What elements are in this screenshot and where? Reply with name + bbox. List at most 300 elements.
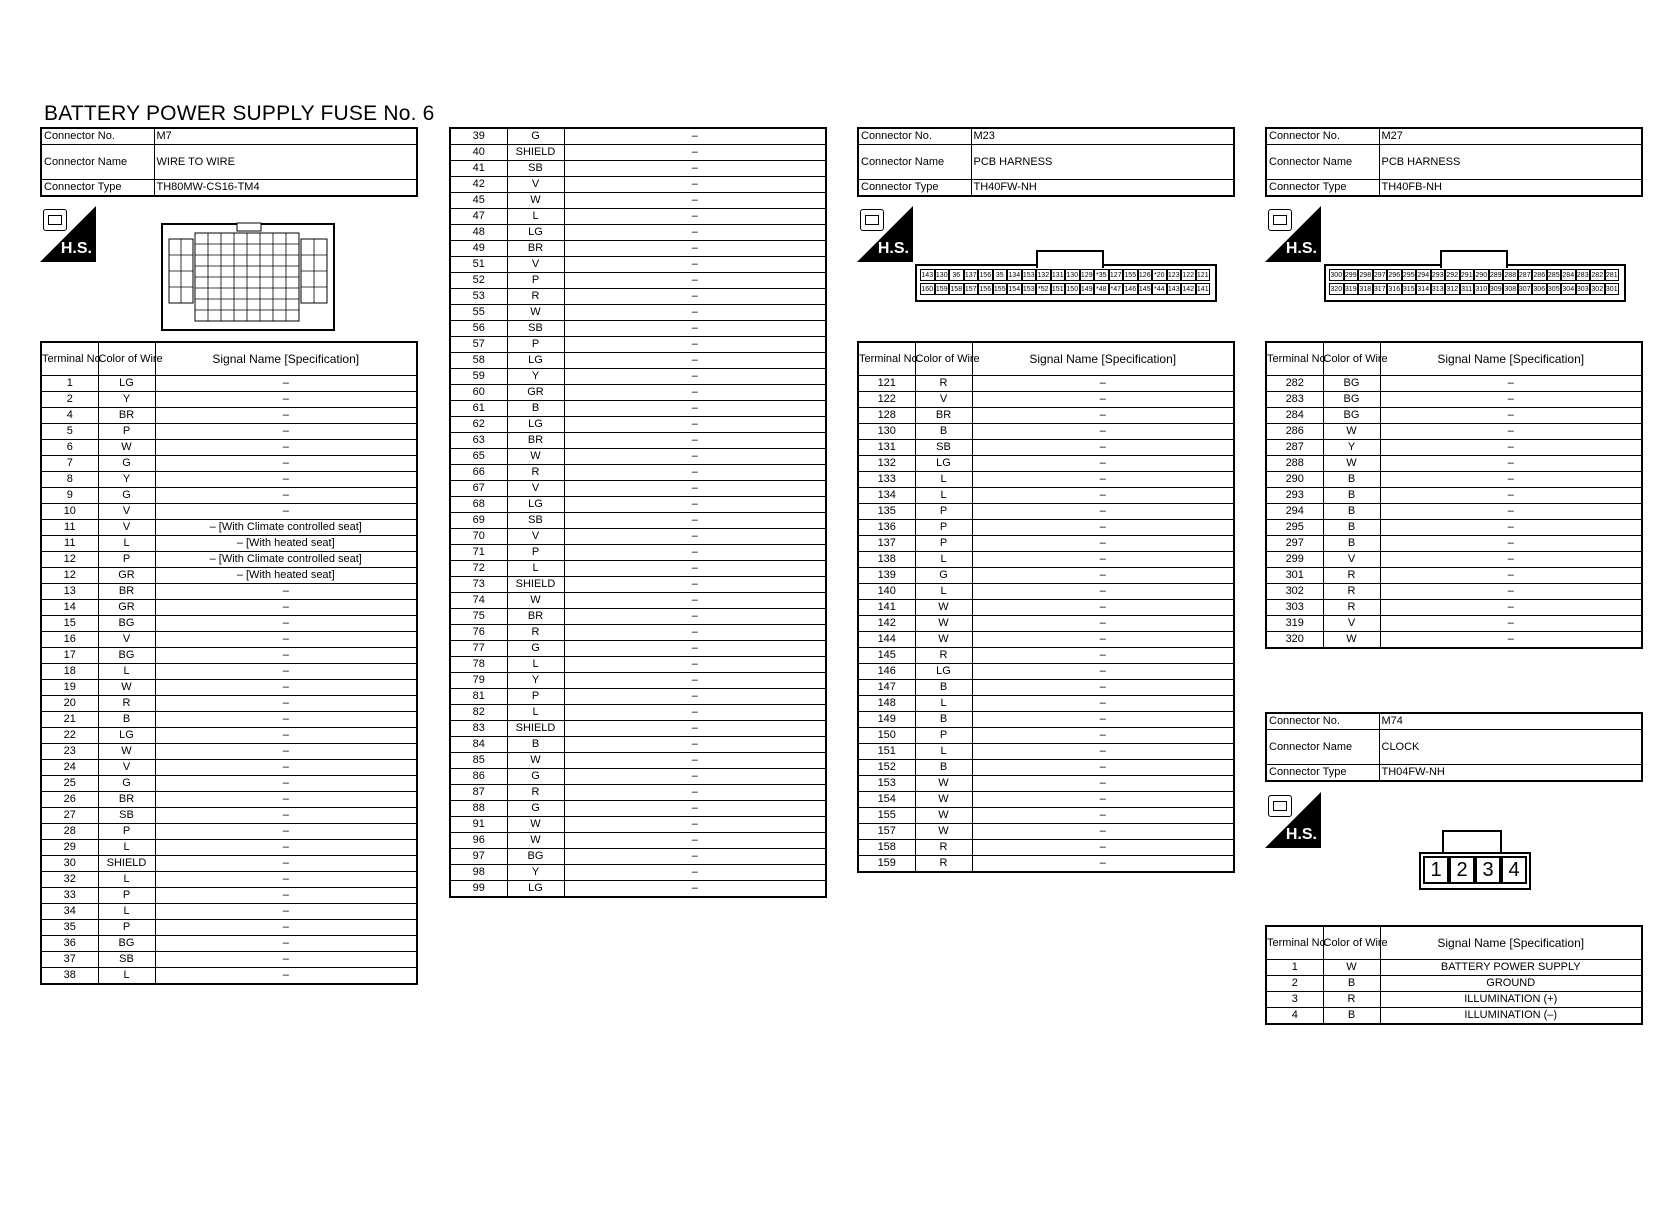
wire-color: LG (98, 376, 155, 392)
table-row (450, 689, 826, 705)
signal-name: – (155, 696, 417, 712)
connector-pin: 306 (1532, 283, 1547, 295)
table-row (858, 744, 1234, 760)
wire-color: B (98, 712, 155, 728)
table-row (41, 696, 417, 712)
terminal-no: 157 (858, 824, 915, 840)
table-row (41, 904, 417, 920)
header-terminal-no: Terminal No. (858, 342, 915, 376)
connector-pin: 304 (1561, 283, 1576, 295)
connector-pin: 288 (1503, 269, 1518, 281)
signal-name: – (972, 840, 1234, 856)
connector-pin: 285 (1547, 269, 1562, 281)
table-row (1266, 536, 1642, 552)
wire-color: B (1323, 472, 1380, 488)
wire-color: W (507, 753, 564, 769)
table-row (1266, 584, 1642, 600)
wire-color: P (507, 545, 564, 561)
table-row (450, 481, 826, 497)
label: Connector No. (41, 128, 154, 145)
connector-pin: 4 (1501, 856, 1527, 884)
wire-color: W (98, 680, 155, 696)
wire-color: L (915, 744, 972, 760)
connector-pin: 318 (1358, 283, 1373, 295)
connector-pin: 310 (1474, 283, 1489, 295)
terminal-no: 27 (41, 808, 98, 824)
connector-no: M74 (1379, 713, 1642, 730)
header-terminal-no: Terminal No. (1266, 926, 1323, 960)
connector-pin: 123 (1167, 269, 1182, 281)
signal-name: – (155, 424, 417, 440)
table-row (1266, 424, 1642, 440)
terminal-no: 158 (858, 840, 915, 856)
signal-name: – (564, 289, 826, 305)
connector-pin: 154 (1007, 283, 1022, 295)
wire-color: BR (98, 408, 155, 424)
connector-name: PCB HARNESS (971, 145, 1234, 180)
wire-color: B (1323, 976, 1380, 992)
terminal-no: 75 (450, 609, 507, 625)
terminal-no: 288 (1266, 456, 1323, 472)
terminal-no: 128 (858, 408, 915, 424)
connector-pin: 287 (1518, 269, 1533, 281)
terminal-no: 79 (450, 673, 507, 689)
terminal-no: 30 (41, 856, 98, 872)
signal-name: – [With heated seat] (155, 536, 417, 552)
wire-color: P (915, 728, 972, 744)
terminal-no: 65 (450, 449, 507, 465)
table-row (41, 824, 417, 840)
table-row (858, 456, 1234, 472)
terminal-no: 69 (450, 513, 507, 529)
connector-pin: 312 (1445, 283, 1460, 295)
signal-name: – (972, 680, 1234, 696)
signal-name: – (564, 305, 826, 321)
wire-color: B (1323, 536, 1380, 552)
table-row (450, 769, 826, 785)
terminal-no: 62 (450, 417, 507, 433)
wire-color: W (507, 593, 564, 609)
wire-color: R (915, 840, 972, 856)
signal-name: – (564, 417, 826, 433)
signal-name: – [With Climate controlled seat] (155, 520, 417, 536)
hs-icon: H.S. (1265, 792, 1321, 848)
signal-name: – (972, 744, 1234, 760)
table-row (858, 488, 1234, 504)
signal-name: – (972, 792, 1234, 808)
wire-color: V (507, 529, 564, 545)
table-row (41, 632, 417, 648)
wire-color: V (98, 632, 155, 648)
wire-color: L (98, 872, 155, 888)
connector-name: PCB HARNESS (1379, 145, 1642, 180)
connector-pin: 157 (964, 283, 979, 295)
signal-name: – (564, 193, 826, 209)
wire-color: Y (507, 673, 564, 689)
wire-color: W (915, 776, 972, 792)
connector-pin: 305 (1547, 283, 1562, 295)
terminal-no: 29 (41, 840, 98, 856)
wire-color: R (507, 465, 564, 481)
signal-name: – (564, 257, 826, 273)
wire-color: W (98, 440, 155, 456)
connector-no: M27 (1379, 128, 1642, 145)
signal-name: – (155, 872, 417, 888)
signal-name: – (564, 593, 826, 609)
connector-type: TH40FW-NH (971, 180, 1234, 197)
connector-pin: 155 (993, 283, 1008, 295)
terminal-no: 151 (858, 744, 915, 760)
terminal-no: 15 (41, 616, 98, 632)
table-row (41, 376, 417, 392)
signal-name: – (972, 664, 1234, 680)
table-row (450, 705, 826, 721)
terminal-no: 23 (41, 744, 98, 760)
terminal-no: 7 (41, 456, 98, 472)
terminal-no: 36 (41, 936, 98, 952)
wire-color: GR (98, 568, 155, 584)
header-terminal-no: Terminal No. (41, 342, 98, 376)
terminal-no: 37 (41, 952, 98, 968)
table-row (1266, 408, 1642, 424)
table-row (858, 824, 1234, 840)
table-row (1266, 552, 1642, 568)
label: Connector No. (1266, 713, 1379, 730)
table-row (858, 792, 1234, 808)
signal-name: – (155, 664, 417, 680)
connector-pin: 316 (1387, 283, 1402, 295)
signal-name: – (564, 881, 826, 898)
signal-name: – (972, 728, 1234, 744)
table-row (41, 472, 417, 488)
table-row (41, 488, 417, 504)
signal-name: BATTERY POWER SUPPLY (1380, 960, 1642, 976)
connector-pin: 284 (1561, 269, 1576, 281)
terminal-no: 81 (450, 689, 507, 705)
connector-pin: 130 (935, 269, 950, 281)
connector-pin: *35 (1094, 269, 1109, 281)
signal-name: – (564, 449, 826, 465)
wire-color: V (98, 504, 155, 520)
signal-name: – (564, 721, 826, 737)
table-row (1266, 440, 1642, 456)
connector-pin: 143 (1167, 283, 1182, 295)
signal-name: – (564, 481, 826, 497)
wire-color: G (98, 488, 155, 504)
table-row (450, 337, 826, 353)
connector-pin: 158 (949, 283, 964, 295)
header-signal-name: Signal Name [Specification] (1380, 926, 1642, 960)
table-row (858, 520, 1234, 536)
label: Connector Type (858, 180, 971, 197)
signal-name: – (972, 520, 1234, 536)
connector-pin: 291 (1460, 269, 1475, 281)
label: Connector Name (1266, 730, 1379, 765)
wire-color: BR (915, 408, 972, 424)
table-row (858, 504, 1234, 520)
table-row (858, 600, 1234, 616)
signal-name: – (564, 817, 826, 833)
wire-color: BR (98, 584, 155, 600)
header-signal-name: Signal Name [Specification] (1380, 342, 1642, 376)
table-row (450, 449, 826, 465)
wire-color: L (98, 968, 155, 985)
signal-name: – (972, 600, 1234, 616)
signal-name: – (1380, 392, 1642, 408)
terminal-no: 49 (450, 241, 507, 257)
terminal-no: 2 (1266, 976, 1323, 992)
signal-name: – (155, 792, 417, 808)
connector-pin: 153 (1022, 269, 1037, 281)
signal-name: – (564, 865, 826, 881)
connector-no: M7 (154, 128, 417, 145)
connector-pin: 290 (1474, 269, 1489, 281)
wire-color: BG (98, 648, 155, 664)
page-title: BATTERY POWER SUPPLY FUSE No. 6 (44, 102, 435, 125)
wire-color: L (507, 209, 564, 225)
signal-name: – (1380, 488, 1642, 504)
wire-color: G (507, 641, 564, 657)
table-row (450, 465, 826, 481)
signal-name: – (972, 824, 1234, 840)
signal-name: ILLUMINATION (+) (1380, 992, 1642, 1008)
wire-color: L (507, 561, 564, 577)
wire-color: B (507, 737, 564, 753)
terminal-no: 17 (41, 648, 98, 664)
terminal-no: 303 (1266, 600, 1323, 616)
terminal-no: 131 (858, 440, 915, 456)
label: Connector Type (1266, 765, 1379, 782)
wire-color: P (507, 273, 564, 289)
signal-name: – (155, 744, 417, 760)
wire-color: P (98, 888, 155, 904)
connector-pin: 132 (1036, 269, 1051, 281)
table-row (41, 584, 417, 600)
signal-name: – [With heated seat] (155, 568, 417, 584)
table-row (858, 536, 1234, 552)
signal-name: – (155, 616, 417, 632)
wire-color: V (507, 257, 564, 273)
terminal-no: 57 (450, 337, 507, 353)
table-row (858, 376, 1234, 392)
wire-color: SB (915, 440, 972, 456)
terminal-no: 148 (858, 696, 915, 712)
signal-name: – (155, 808, 417, 824)
table-row (450, 433, 826, 449)
signal-name: – (155, 680, 417, 696)
signal-name: – [With Climate controlled seat] (155, 552, 417, 568)
signal-name: – (972, 696, 1234, 712)
signal-name: – (564, 385, 826, 401)
table-row (41, 680, 417, 696)
wire-color: SB (507, 513, 564, 529)
wire-color: Y (507, 865, 564, 881)
connector-pin: 159 (935, 283, 950, 295)
terminal-no: 144 (858, 632, 915, 648)
table-row (41, 952, 417, 968)
table-row (858, 680, 1234, 696)
table-row (450, 209, 826, 225)
signal-name: – (564, 609, 826, 625)
signal-name: – (972, 504, 1234, 520)
table-row (858, 408, 1234, 424)
wire-color: L (507, 705, 564, 721)
signal-name: – (564, 321, 826, 337)
wire-color: W (507, 449, 564, 465)
wire-color: W (915, 808, 972, 824)
wire-color: B (915, 680, 972, 696)
terminal-no: 16 (41, 632, 98, 648)
connector-pin: 309 (1489, 283, 1504, 295)
signal-name: ILLUMINATION (–) (1380, 1008, 1642, 1025)
wire-color: BR (98, 792, 155, 808)
terminal-no: 4 (1266, 1008, 1323, 1025)
signal-name: – (1380, 424, 1642, 440)
wire-color: Y (98, 392, 155, 408)
signal-name: – (564, 689, 826, 705)
wire-color: R (1323, 600, 1380, 616)
signal-name: – (155, 632, 417, 648)
terminal-no: 302 (1266, 584, 1323, 600)
signal-name: – (564, 833, 826, 849)
signal-name: – (155, 584, 417, 600)
wire-color: LG (507, 225, 564, 241)
connector-pin: 156 (978, 283, 993, 295)
terminal-no: 56 (450, 321, 507, 337)
connector-pin: *20 (1152, 269, 1167, 281)
signal-name: – (564, 353, 826, 369)
table-row (450, 785, 826, 801)
table-row (450, 561, 826, 577)
header-signal-name: Signal Name [Specification] (972, 342, 1234, 376)
signal-name: – (155, 952, 417, 968)
wire-color: B (915, 712, 972, 728)
wire-color: L (507, 657, 564, 673)
connector-pin: *44 (1152, 283, 1167, 295)
terminal-no: 78 (450, 657, 507, 673)
terminal-no: 71 (450, 545, 507, 561)
signal-name: – (155, 456, 417, 472)
connector-pin: 299 (1344, 269, 1359, 281)
terminal-no: 24 (41, 760, 98, 776)
table-row (1266, 960, 1642, 976)
signal-name: – (972, 760, 1234, 776)
signal-name: – (972, 536, 1234, 552)
wire-color: SB (98, 808, 155, 824)
connector-pin: *48 (1094, 283, 1109, 295)
terminal-no: 122 (858, 392, 915, 408)
wire-color: W (1323, 960, 1380, 976)
signal-name: – (564, 545, 826, 561)
table-row (450, 273, 826, 289)
label: Connector Type (1266, 180, 1379, 197)
signal-name: – (564, 673, 826, 689)
connector-name: CLOCK (1379, 730, 1642, 765)
table-row (450, 673, 826, 689)
table-row (450, 321, 826, 337)
wire-color: LG (915, 664, 972, 680)
terminal-no: 1 (41, 376, 98, 392)
terminal-no: 22 (41, 728, 98, 744)
connector-latch (1036, 250, 1104, 268)
signal-name: – (155, 408, 417, 424)
wire-color: W (507, 833, 564, 849)
terminal-no: 121 (858, 376, 915, 392)
table-row (450, 641, 826, 657)
signal-name: – (564, 641, 826, 657)
connector-pin: 319 (1344, 283, 1359, 295)
table-row (41, 456, 417, 472)
connector-pin: 286 (1532, 269, 1547, 281)
signal-name: – (155, 760, 417, 776)
m27-terminal-table (1265, 341, 1643, 649)
terminal-no: 66 (450, 465, 507, 481)
table-row (858, 776, 1234, 792)
signal-name: – (972, 632, 1234, 648)
terminal-no: 61 (450, 401, 507, 417)
signal-name: – (155, 968, 417, 985)
terminal-no: 301 (1266, 568, 1323, 584)
signal-name: – (155, 472, 417, 488)
table-row (1266, 488, 1642, 504)
terminal-no: 52 (450, 273, 507, 289)
connector-pin: 127 (1109, 269, 1124, 281)
wire-color: V (507, 481, 564, 497)
connector-pin: 137 (964, 269, 979, 281)
table-row (450, 817, 826, 833)
connector-pin: 130 (1065, 269, 1080, 281)
signal-name: – (1380, 600, 1642, 616)
wire-color: B (1323, 488, 1380, 504)
signal-name: – (564, 241, 826, 257)
connector-pin: 150 (1065, 283, 1080, 295)
terminal-no: 84 (450, 737, 507, 753)
table-row (450, 593, 826, 609)
table-row (450, 513, 826, 529)
table-row (41, 408, 417, 424)
table-row (41, 728, 417, 744)
table-row (450, 657, 826, 673)
connector-pin: 314 (1416, 283, 1431, 295)
connector-pin: 301 (1605, 283, 1620, 295)
wire-color: L (98, 664, 155, 680)
wire-color: L (915, 584, 972, 600)
connector-type: TH04FW-NH (1379, 765, 1642, 782)
table-row (41, 792, 417, 808)
terminal-no: 55 (450, 305, 507, 321)
table-row (1266, 992, 1642, 1008)
connector-pin: 281 (1605, 269, 1620, 281)
connector-latch (1442, 830, 1502, 854)
table-row (450, 497, 826, 513)
signal-name: – (564, 657, 826, 673)
table-row (450, 257, 826, 273)
table-row (1266, 1008, 1642, 1025)
signal-name: – (564, 337, 826, 353)
connector-pin: 289 (1489, 269, 1504, 281)
table-row (41, 504, 417, 520)
signal-name: – (1380, 376, 1642, 392)
wire-color: G (98, 776, 155, 792)
connector-pin: 156 (978, 269, 993, 281)
wire-color: BG (1323, 392, 1380, 408)
connector-pin: 313 (1431, 283, 1446, 295)
wire-color: LG (915, 456, 972, 472)
connector-pin: 303 (1576, 283, 1591, 295)
terminal-no: 13 (41, 584, 98, 600)
table-row (450, 609, 826, 625)
wire-color: BR (507, 433, 564, 449)
